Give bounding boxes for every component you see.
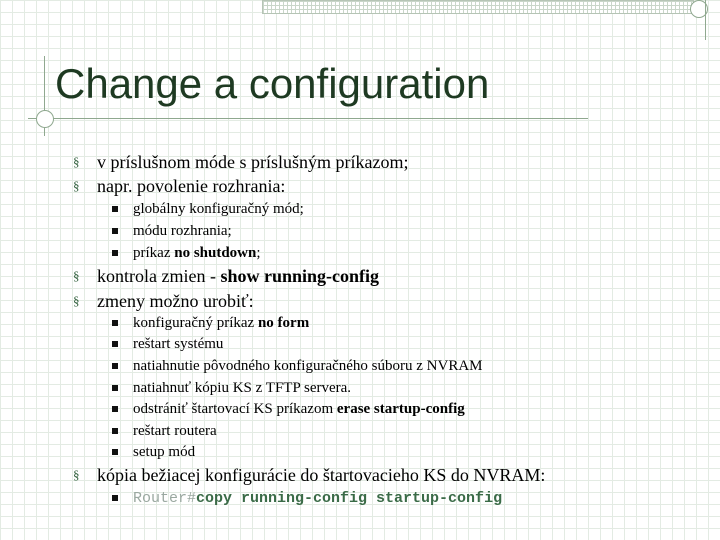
- code-line: [133, 490, 502, 507]
- square-bullet-icon: [112, 320, 118, 326]
- square-bullet-icon: [112, 341, 118, 347]
- bullet-text: zmeny možno urobiť:: [97, 291, 254, 311]
- sub-bullet-text: reštart routera: [133, 423, 217, 439]
- sub-bullet-item: [133, 356, 483, 376]
- sub-bullet-item: [133, 378, 351, 398]
- sub-bullet-text: globálny konfiguračný mód;: [133, 201, 304, 217]
- square-bullet-icon: [112, 363, 118, 369]
- square-bullet-icon: [112, 406, 118, 412]
- sub-bullet-text: reštart systému: [133, 336, 224, 352]
- bullet-item: [73, 290, 254, 312]
- bullet-text: kópia bežiacej konfigurácie do štartovacieho KS do NVRAM:: [97, 465, 546, 485]
- sub-bullet-item: [133, 199, 304, 219]
- slide-title: Change a configuration: [55, 60, 490, 107]
- command-text: no shutdown: [174, 245, 257, 261]
- sub-bullet-item: [133, 488, 502, 509]
- command-text: copy running-config startup-config: [196, 490, 503, 507]
- sub-bullet-item: [133, 399, 465, 419]
- square-bullet-icon: [112, 228, 118, 234]
- sub-bullet-item: [133, 243, 261, 263]
- bullet-item: [73, 265, 380, 287]
- square-bullet-icon: [112, 206, 118, 212]
- command-text: erase startup-config: [336, 401, 465, 417]
- section-bullet-icon: §: [73, 154, 80, 169]
- sub-bullet-text: natiahnuť kópiu KS z TFTP servera.: [133, 380, 352, 396]
- bullet-item: [73, 175, 286, 197]
- square-bullet-icon: [112, 495, 118, 501]
- command-text: show running-config: [220, 266, 380, 286]
- sub-bullet-text: príkaz: [133, 245, 175, 261]
- bullet-text: kontrola zmien -: [97, 266, 221, 286]
- bullet-text: v príslušnom móde s príslušným príkazom;: [97, 152, 409, 172]
- sub-bullet-text: konfiguračný príkaz: [133, 315, 258, 331]
- section-bullet-icon: §: [73, 268, 80, 283]
- bullet-text: napr. povolenie rozhrania:: [97, 176, 286, 196]
- router-prompt: Router#: [133, 490, 197, 507]
- sub-bullet-item: [133, 221, 232, 241]
- command-text: no form: [257, 315, 310, 331]
- section-bullet-icon: §: [73, 293, 80, 308]
- bullet-item: [73, 151, 409, 173]
- sub-bullet-text: setup mód: [133, 444, 196, 460]
- sub-bullet-text: natiahnutie pôvodného konfiguračného súboru z NVRAM: [133, 358, 483, 374]
- section-bullet-icon: §: [73, 178, 80, 193]
- sub-bullet-item: [133, 442, 195, 462]
- square-bullet-icon: [112, 449, 118, 455]
- sub-bullet-item: [133, 421, 217, 441]
- square-bullet-icon: [112, 428, 118, 434]
- square-bullet-icon: [112, 250, 118, 256]
- square-bullet-icon: [112, 385, 118, 391]
- sub-bullet-text: módu rozhrania;: [133, 223, 232, 239]
- sub-bullet-item: [133, 334, 223, 354]
- bullet-item: [73, 464, 546, 486]
- section-bullet-icon: §: [73, 467, 80, 482]
- sub-bullet-item: [133, 313, 309, 333]
- sub-bullet-text: odstrániť štartovací KS príkazom: [133, 401, 337, 417]
- sub-bullet-text: ;: [256, 245, 261, 261]
